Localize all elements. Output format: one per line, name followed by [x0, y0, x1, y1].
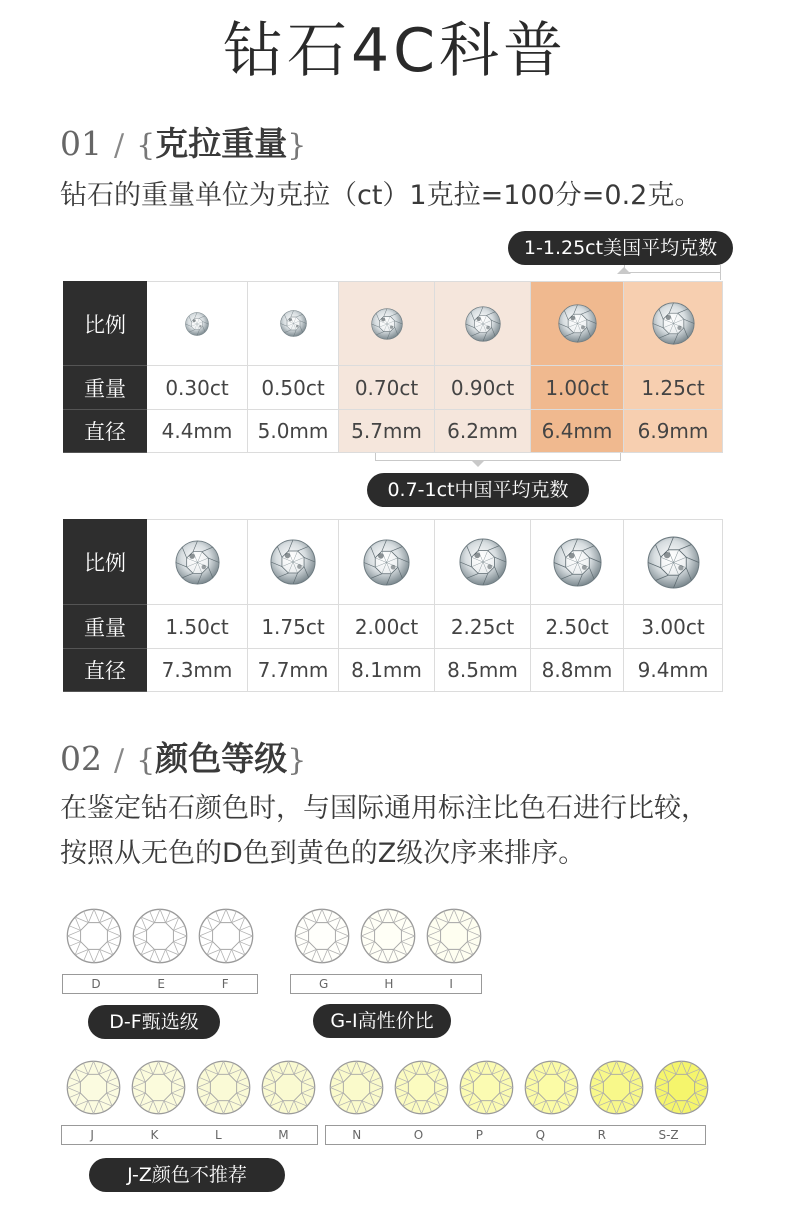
- color-group-jm: [61, 1058, 321, 1117]
- gem-cell: [339, 520, 435, 605]
- diameter-cell: 6.2mm: [435, 410, 531, 453]
- diameter-cell: 9.4mm: [624, 649, 723, 692]
- grade-letter: J: [90, 1128, 94, 1142]
- grade-letter: I: [449, 977, 453, 991]
- diamond-icon: [435, 538, 530, 586]
- diameter-cell: 8.1mm: [339, 649, 435, 692]
- carat-table-2: [63, 519, 723, 692]
- grade-letter: F: [221, 977, 229, 991]
- grade-letter: E: [157, 977, 165, 991]
- diameter-cell: 6.4mm: [531, 410, 624, 453]
- jz-pill: J-Z颜色不推荐: [89, 1158, 285, 1192]
- color-grade-diamond-icon: [191, 1058, 256, 1117]
- diamond-icon: [147, 312, 247, 336]
- table-row: [64, 366, 723, 410]
- color-grade-diamond-icon: [126, 1058, 191, 1117]
- section-1-header: [60, 118, 306, 165]
- weight-cell: 1.50ct: [147, 605, 248, 649]
- gem-cell: [624, 282, 723, 366]
- color-grade-diamond-icon: [389, 1058, 454, 1117]
- table-row: [64, 649, 723, 692]
- color-grade-diamond-icon: [519, 1058, 584, 1117]
- gem-cell: [435, 282, 531, 366]
- section-slash: /: [114, 743, 125, 778]
- diameter-cell: 7.3mm: [147, 649, 248, 692]
- diameter-cell: 4.4mm: [147, 410, 248, 453]
- table-row: [64, 282, 723, 366]
- table-row: [64, 520, 723, 605]
- scale-jm: [61, 1125, 318, 1145]
- diamond-icon: [248, 310, 338, 337]
- grade-letter: O: [413, 1128, 424, 1142]
- grade-letter: H: [384, 977, 394, 991]
- color-grade-diamond-icon: [289, 906, 355, 966]
- color-grade-diamond-icon: [61, 906, 127, 966]
- color-grade-diamond-icon: [193, 906, 259, 966]
- grade-letter: K: [150, 1128, 159, 1142]
- section-slash: /: [114, 128, 125, 163]
- grade-letter: L: [214, 1128, 222, 1142]
- gem-cell: [435, 520, 531, 605]
- gem-cell: [531, 282, 624, 366]
- diameter-cell: 8.8mm: [531, 649, 624, 692]
- gem-cell: [624, 520, 723, 605]
- row-label-weight: 重量: [64, 366, 147, 410]
- grade-letter: G: [319, 977, 329, 991]
- weight-cell: 2.00ct: [339, 605, 435, 649]
- scale-df: [62, 974, 258, 994]
- color-grade-diamond-icon: [324, 1058, 389, 1117]
- weight-cell: 1.75ct: [248, 605, 339, 649]
- table-row: [64, 605, 723, 649]
- table-row: [64, 410, 723, 453]
- grade-letter: N: [352, 1128, 362, 1142]
- weight-cell: 0.70ct: [339, 366, 435, 410]
- diamond-icon: [435, 306, 530, 342]
- color-description-line-1: 在鉴定钻石颜色时，与国际通用标注比色石进行比较，: [60, 793, 708, 824]
- grade-letter: Q: [535, 1128, 546, 1142]
- color-group-gi: [289, 906, 487, 966]
- grade-letter: D: [91, 977, 101, 991]
- carat-table-1: [63, 281, 723, 453]
- weight-cell: 1.25ct: [624, 366, 723, 410]
- page-title: 钻石4C科普: [222, 16, 568, 86]
- section-title: 克拉重量: [155, 124, 288, 163]
- grade-letter: M: [278, 1128, 289, 1142]
- carat-description: 钻石的重量单位为克拉（ct）1克拉=100分=0.2克。: [60, 180, 702, 211]
- scale-nz: [325, 1125, 706, 1145]
- color-group-nz: [324, 1058, 714, 1117]
- section-number: 02: [60, 739, 102, 778]
- diamond-icon: [339, 539, 434, 586]
- us-average-pill: 1-1.25ct美国平均克数: [508, 231, 733, 265]
- weight-cell: 2.50ct: [531, 605, 624, 649]
- weight-cell: 3.00ct: [624, 605, 723, 649]
- brace-open: {: [136, 128, 156, 163]
- row-label-diameter: 直径: [64, 410, 147, 453]
- diamond-icon: [339, 308, 434, 340]
- diameter-cell: 5.0mm: [248, 410, 339, 453]
- weight-cell: 0.50ct: [248, 366, 339, 410]
- gem-cell: [248, 520, 339, 605]
- color-grade-diamond-icon: [584, 1058, 649, 1117]
- color-grade-diamond-icon: [454, 1058, 519, 1117]
- gi-pill: G-I高性价比: [313, 1004, 451, 1038]
- color-group-df: [61, 906, 259, 966]
- color-description-line-2: 按照从无色的D色到黄色的Z级次序来排序。: [60, 838, 586, 869]
- gem-cell: [248, 282, 339, 366]
- weight-cell: 2.25ct: [435, 605, 531, 649]
- weight-cell: 0.90ct: [435, 366, 531, 410]
- brace-close: }: [287, 128, 307, 163]
- color-grade-diamond-icon: [61, 1058, 126, 1117]
- gem-cell: [147, 282, 248, 366]
- grade-letter: P: [475, 1128, 484, 1142]
- color-grade-diamond-icon: [355, 906, 421, 966]
- row-label-diameter: 直径: [64, 649, 147, 692]
- section-number: 01: [60, 124, 102, 163]
- color-grade-diamond-icon: [421, 906, 487, 966]
- gem-cell: [147, 520, 248, 605]
- diamond-icon: [531, 304, 623, 343]
- diameter-cell: 8.5mm: [435, 649, 531, 692]
- color-grade-diamond-icon: [649, 1058, 714, 1117]
- brace-close: }: [287, 743, 307, 778]
- grade-letter: S-Z: [658, 1128, 679, 1142]
- scale-gi: [290, 974, 482, 994]
- weight-cell: 1.00ct: [531, 366, 624, 410]
- row-label-ratio: 比例: [64, 520, 147, 605]
- row-label-ratio: 比例: [64, 282, 147, 366]
- row-label-weight: 重量: [64, 605, 147, 649]
- df-pill: D-F甄选级: [88, 1005, 220, 1039]
- diameter-cell: 5.7mm: [339, 410, 435, 453]
- color-grade-diamond-icon: [256, 1058, 321, 1117]
- diameter-cell: 6.9mm: [624, 410, 723, 453]
- gem-cell: [339, 282, 435, 366]
- brace-open: {: [136, 743, 156, 778]
- weight-cell: 0.30ct: [147, 366, 248, 410]
- diamond-icon: [624, 302, 722, 345]
- diamond-icon: [624, 536, 722, 589]
- grade-letter: R: [597, 1128, 606, 1142]
- section-title: 颜色等级: [155, 739, 288, 778]
- diameter-cell: 7.7mm: [248, 649, 339, 692]
- color-grade-diamond-icon: [127, 906, 193, 966]
- cn-average-pill: 0.7-1ct中国平均克数: [367, 473, 589, 507]
- diamond-icon: [248, 539, 338, 585]
- diamond-icon: [531, 538, 623, 587]
- section-2-header: [60, 733, 306, 780]
- diamond-icon: [147, 540, 247, 585]
- gem-cell: [531, 520, 624, 605]
